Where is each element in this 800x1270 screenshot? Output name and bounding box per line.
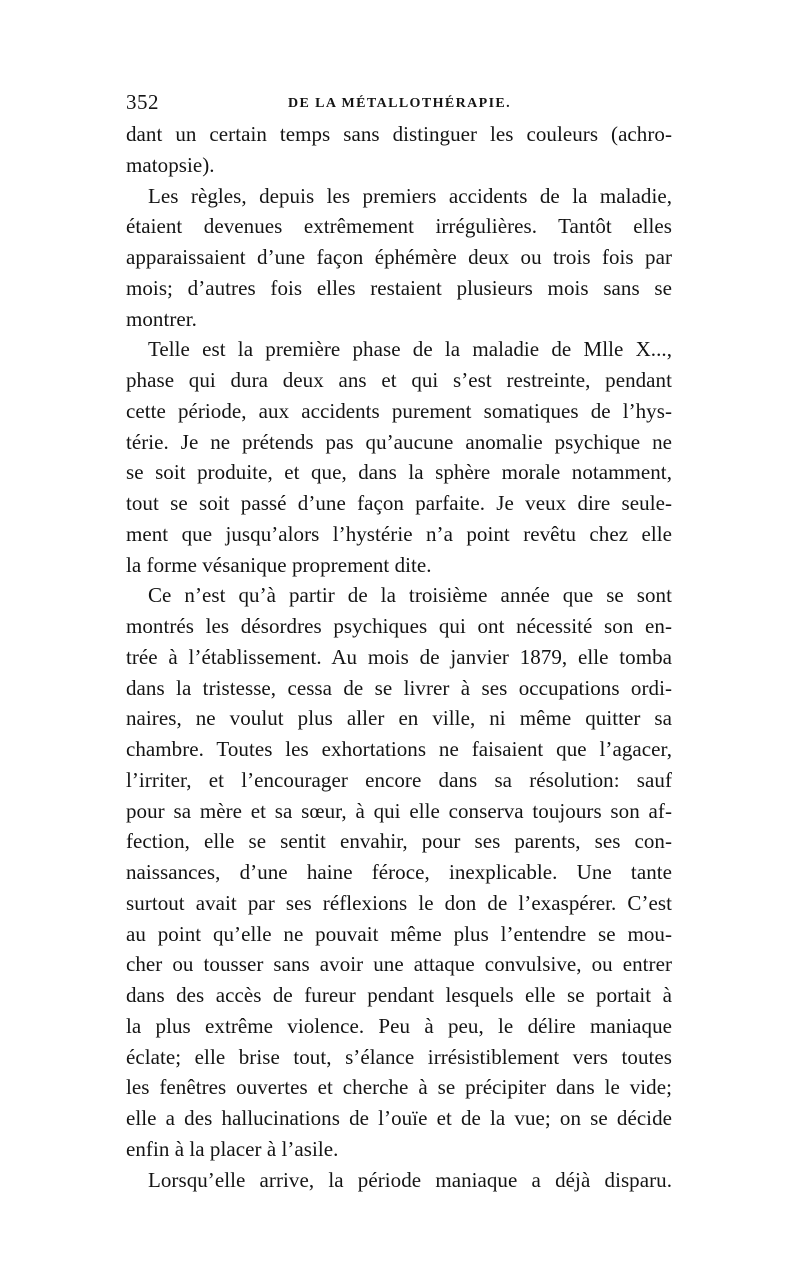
text-line: Lorsqu’elle arrive, la période maniaque a déjà disparu.	[148, 1167, 672, 1192]
text-line: la plus extrême violence. Peu à peu, le délire maniaque	[126, 1013, 672, 1038]
text-line: montrés les désordres psychiques qui ont nécessité son en-	[126, 614, 672, 638]
text-line: surtout avait par ses réflexions le don de l’exaspérer. C’est	[126, 890, 672, 915]
text-line: tout se soit passé d’une façon parfaite. Je veux dire seule-	[126, 491, 672, 515]
text-line: chambre. Toutes les exhortations ne faisaient que l’agacer,	[126, 737, 672, 761]
text-line: matopsie).	[126, 152, 215, 177]
text-line: fection, elle se sentit envahir, pour ses parents, ses con-	[126, 829, 672, 854]
text-line: térie. Je ne prétends pas qu’aucune anomalie psychique ne	[126, 429, 672, 454]
page-header	[126, 90, 672, 114]
text-line: au point qu’elle ne pouvait même plus l’entendre se mou-	[126, 921, 672, 946]
text-line: ment que jusqu’alors l’hystérie n’a point revêtu chez elle	[126, 521, 672, 546]
text-line: trée à l’établissement. Au mois de janvier 1879, elle tomba	[126, 644, 672, 669]
text-line: mois; d’autres fois elles restaient plusieurs mois sans se	[126, 275, 672, 300]
text-line: étaient devenues extrêmement irrégulières. Tantôt elles	[126, 214, 672, 239]
page-number: 352	[126, 90, 159, 114]
text-line: cher ou tousser sans avoir une attaque convulsive, ou entrer	[126, 952, 672, 977]
text-line: dans la tristesse, cessa de se livrer à ses occupations ordi-	[126, 675, 672, 700]
text-line: éclate; elle brise tout, s’élance irrésistiblement vers toutes	[126, 1044, 672, 1069]
text-line: se soit produite, et que, dans la sphère morale notamment,	[126, 460, 672, 485]
text-line: enfin à la placer à l’asile.	[126, 1136, 339, 1161]
text-line: la forme vésanique proprement dite.	[126, 552, 432, 577]
text-line: phase qui dura deux ans et qui s’est restreinte, pendant	[126, 368, 672, 392]
text-line: dant un certain temps sans distinguer les couleurs (achro-	[126, 122, 672, 146]
text-line: naissances, d’une haine féroce, inexplicable. Une tante	[126, 860, 672, 884]
text-line: Ce n’est qu’à partir de la troisième année que se sont	[148, 583, 672, 608]
text-line: Telle est la première phase de la maladie de Mlle X...,	[148, 337, 672, 362]
text-line: pour sa mère et sa sœur, à qui elle conserva toujours son af-	[126, 798, 672, 823]
running-title: DE LA MÉTALLOTHÉRAPIE.	[288, 96, 512, 111]
text-line: dans des accès de fureur pendant lesquels elle se portait à	[126, 983, 672, 1007]
text-line: l’irriter, et l’encourager encore dans sa résolution: sauf	[126, 767, 672, 792]
text-line: apparaissaient d’une façon éphémère deux ou trois fois par	[126, 245, 672, 269]
text-line: elle a des hallucinations de l’ouïe et de la vue; on se décide	[126, 1106, 672, 1130]
text-line: naires, ne voulut plus aller en ville, ni même quitter sa	[126, 706, 672, 731]
body-text	[126, 119, 672, 1195]
text-line: montrer.	[126, 306, 197, 331]
text-line: cette période, aux accidents purement somatiques de l’hys-	[126, 398, 672, 423]
text-line: les fenêtres ouvertes et cherche à se précipiter dans le vide;	[126, 1075, 672, 1100]
text-line: Les règles, depuis les premiers accidents de la maladie,	[148, 183, 672, 208]
